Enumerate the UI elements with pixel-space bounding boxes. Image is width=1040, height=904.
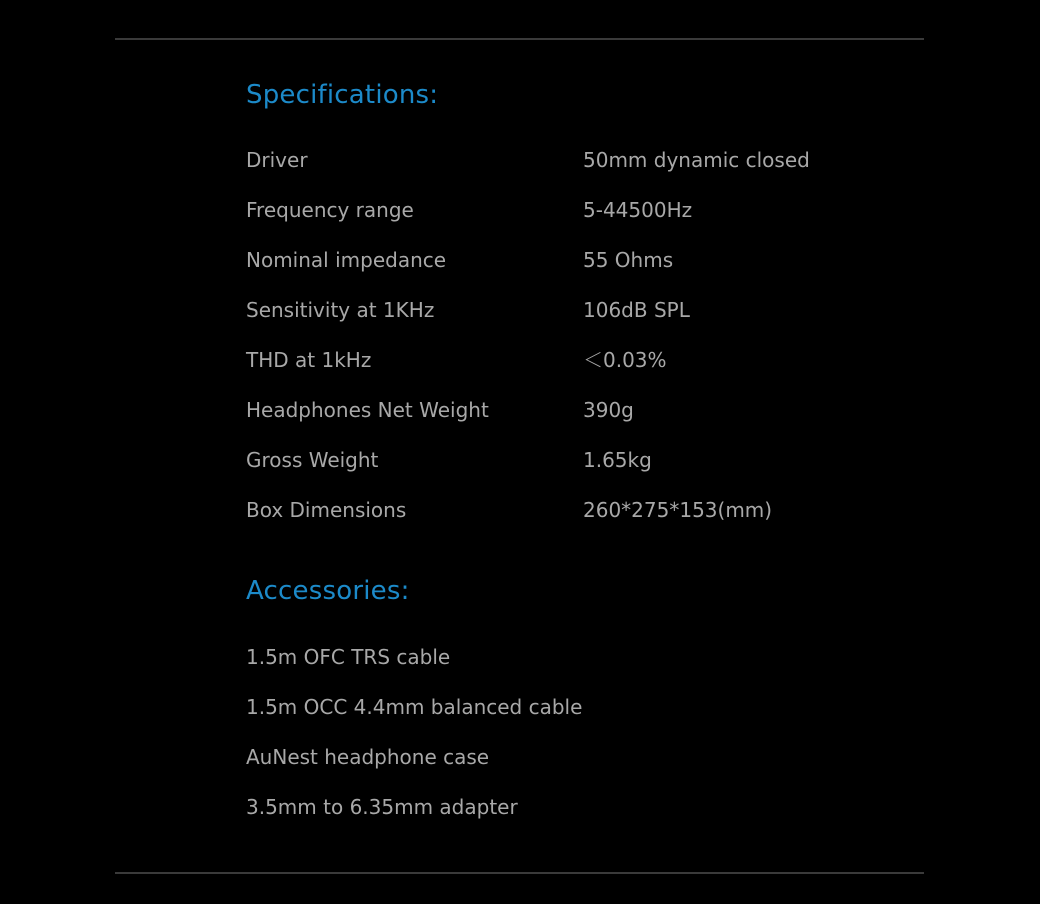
- accessory-item: 3.5mm to 6.35mm adapter: [246, 795, 518, 819]
- spec-row-gross-weight: [246, 436, 886, 486]
- accessories-list: [246, 633, 582, 833]
- spec-row-sensitivity: [246, 286, 886, 336]
- spec-value: 390g: [583, 398, 634, 422]
- specifications-table: [246, 136, 886, 536]
- accessory-item: AuNest headphone case: [246, 745, 490, 769]
- specifications-heading: Specifications:: [246, 80, 439, 110]
- spec-label: Driver: [246, 148, 308, 172]
- accessory-item: 1.5m OFC TRS cable: [246, 645, 451, 669]
- spec-row-box-dimensions: [246, 486, 886, 536]
- spec-row-net-weight: [246, 386, 886, 436]
- spec-row-frequency-range: [246, 186, 886, 236]
- spec-value: ＜0.03%: [583, 348, 667, 372]
- spec-value: 1.65kg: [583, 448, 652, 472]
- spec-value: 106dB SPL: [583, 298, 690, 322]
- spec-row-nominal-impedance: [246, 236, 886, 286]
- bottom-divider: [115, 872, 924, 874]
- spec-label: Sensitivity at 1KHz: [246, 298, 435, 322]
- top-divider: [115, 38, 924, 40]
- spec-label: THD at 1kHz: [246, 348, 372, 372]
- accessories-heading: Accessories:: [246, 576, 410, 606]
- spec-value: 5-44500Hz: [583, 198, 693, 222]
- spec-label: Headphones Net Weight: [246, 398, 489, 422]
- spec-value: 50mm dynamic closed: [583, 148, 810, 172]
- spec-label: Gross Weight: [246, 448, 379, 472]
- spec-value: 55 Ohms: [583, 248, 674, 272]
- spec-row-driver: [246, 136, 886, 186]
- accessory-item: 1.5m OCC 4.4mm balanced cable: [246, 695, 583, 719]
- spec-value: 260*275*153(mm): [583, 498, 773, 522]
- spec-row-thd: [246, 336, 886, 386]
- spec-label: Frequency range: [246, 198, 414, 222]
- spec-label: Nominal impedance: [246, 248, 447, 272]
- spec-label: Box Dimensions: [246, 498, 407, 522]
